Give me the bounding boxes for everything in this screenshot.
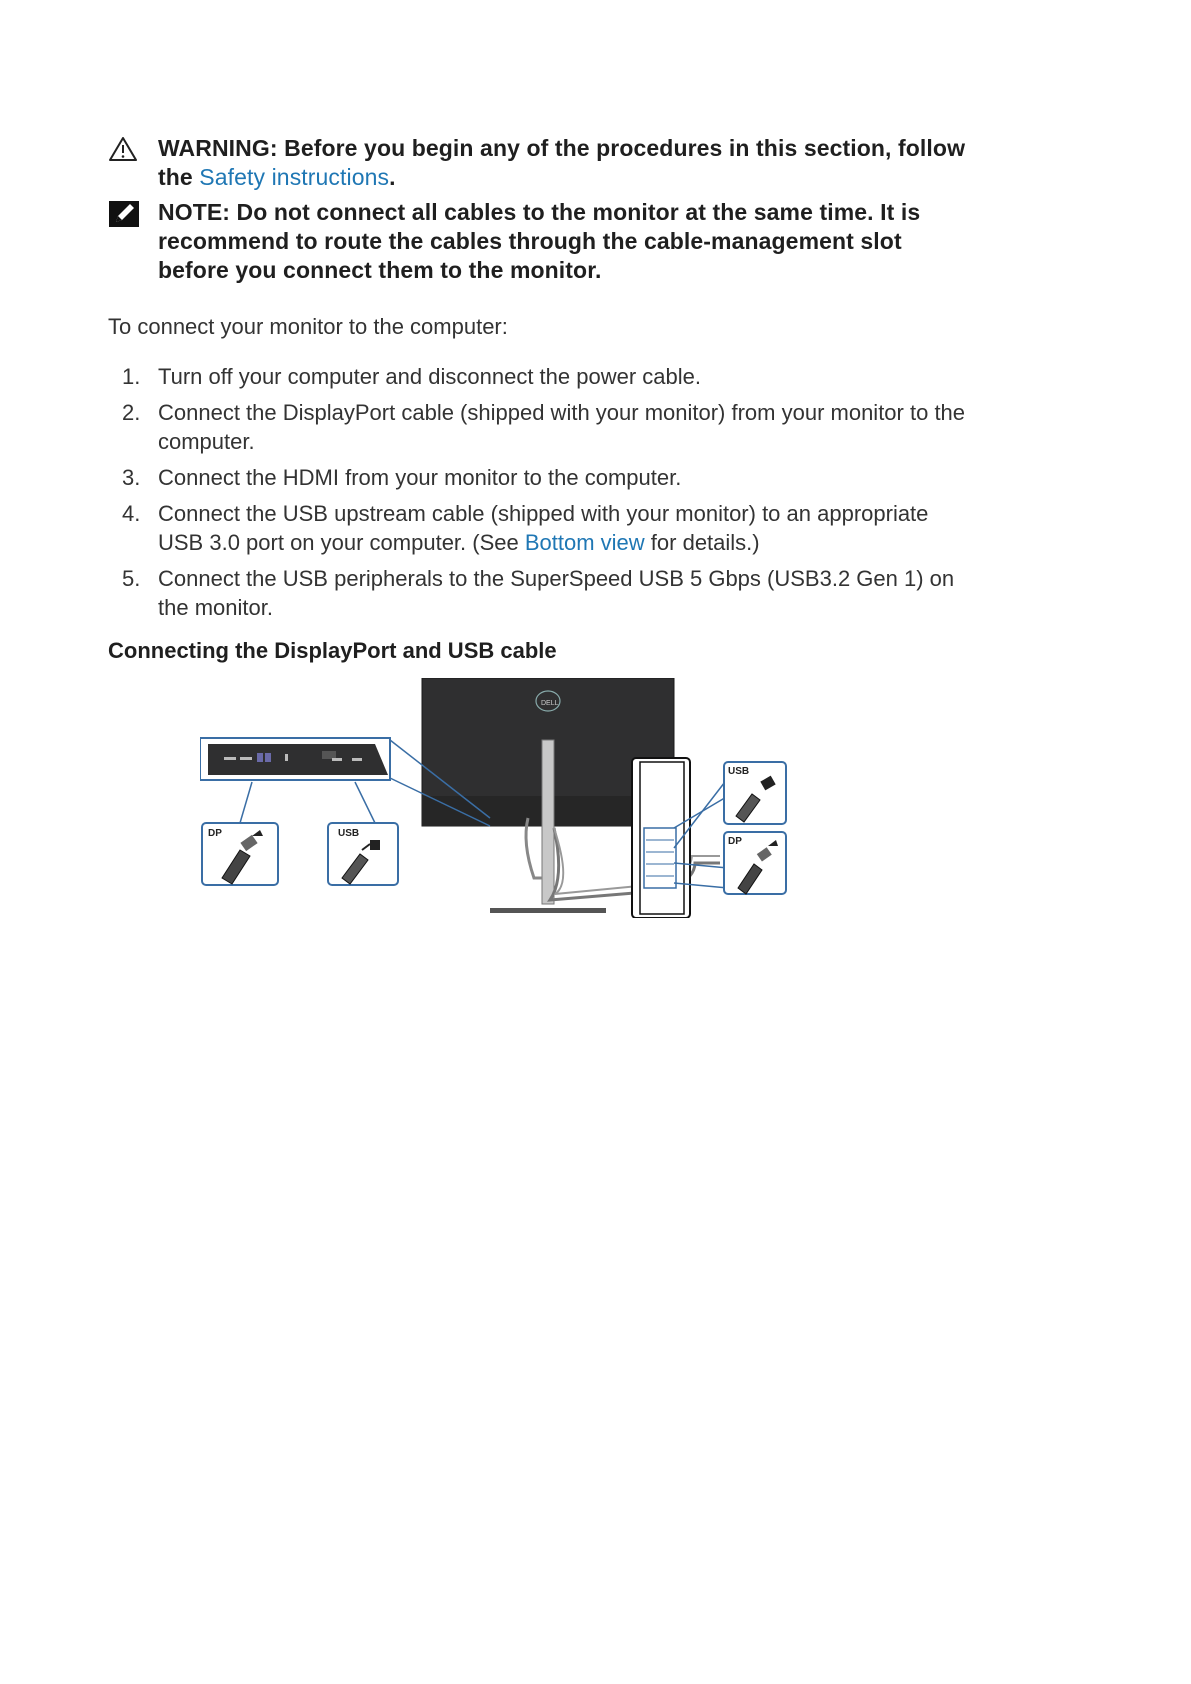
step-text: Connect the HDMI from your monitor to the computer.	[158, 465, 682, 490]
step-item	[108, 499, 968, 557]
dp-label-left: DP	[208, 828, 222, 839]
step-text: Connect the DisplayPort cable (shipped with your monitor) from your monitor to the computer.	[158, 400, 966, 454]
safety-instructions-link[interactable]: Safety instructions	[199, 164, 390, 190]
step-number: 5.	[122, 566, 141, 591]
warning-prefix: WARNING: Before you begin any of the procedures in this section, follow the	[158, 135, 966, 190]
section-heading: Connecting the DisplayPort and USB cable	[108, 638, 557, 663]
step-number: 2.	[122, 400, 141, 425]
dp-label-right: DP	[728, 836, 742, 847]
step-number: 3.	[122, 465, 141, 490]
step-item	[108, 398, 968, 456]
warning-suffix: .	[389, 164, 396, 190]
step-number: 1.	[122, 364, 141, 389]
note-notice	[108, 198, 968, 285]
computer-tower	[632, 758, 728, 918]
note-pencil-icon	[108, 200, 144, 228]
step-text-suffix: for details.)	[644, 530, 760, 555]
connection-diagram-svg	[200, 678, 860, 918]
intro-text: To connect your monitor to the computer:	[108, 314, 508, 339]
usb-connector-callout-left	[328, 823, 398, 885]
usb-connector-callout-right	[724, 762, 786, 824]
usb-label-left: USB	[338, 828, 360, 839]
warning-notice	[108, 134, 968, 192]
step-item	[108, 362, 968, 391]
dp-connector-callout-right	[724, 832, 786, 894]
note-text: NOTE: Do not connect all cables to the monitor at the same time. It is recommend to route the cables through the cable-management slot before you connect them to the monitor.	[158, 199, 921, 283]
step-text	[158, 501, 928, 555]
usb-label-right: USB	[728, 766, 750, 777]
step-text: Connect the USB peripherals to the SuperSpeed USB 5 Gbps (USB3.2 Gen 1) on the monitor.	[158, 566, 955, 620]
step-item	[108, 463, 968, 492]
connection-diagram	[200, 678, 860, 918]
step-item	[108, 564, 968, 622]
step-text-prefix: Connect the USB upstream cable (shipped with your monitor) to an appropriate USB 3.0 port on your computer. (See	[158, 501, 929, 555]
step-number: 4.	[122, 501, 141, 526]
warning-triangle-icon	[108, 136, 144, 164]
steps-list	[108, 362, 968, 629]
dell-logo-icon: DELL	[541, 700, 559, 707]
bottom-view-link[interactable]: Bottom view	[524, 530, 645, 555]
step-text: Turn off your computer and disconnect the power cable.	[158, 364, 701, 389]
warning-text	[158, 134, 968, 192]
dp-connector-callout-left	[202, 823, 278, 885]
